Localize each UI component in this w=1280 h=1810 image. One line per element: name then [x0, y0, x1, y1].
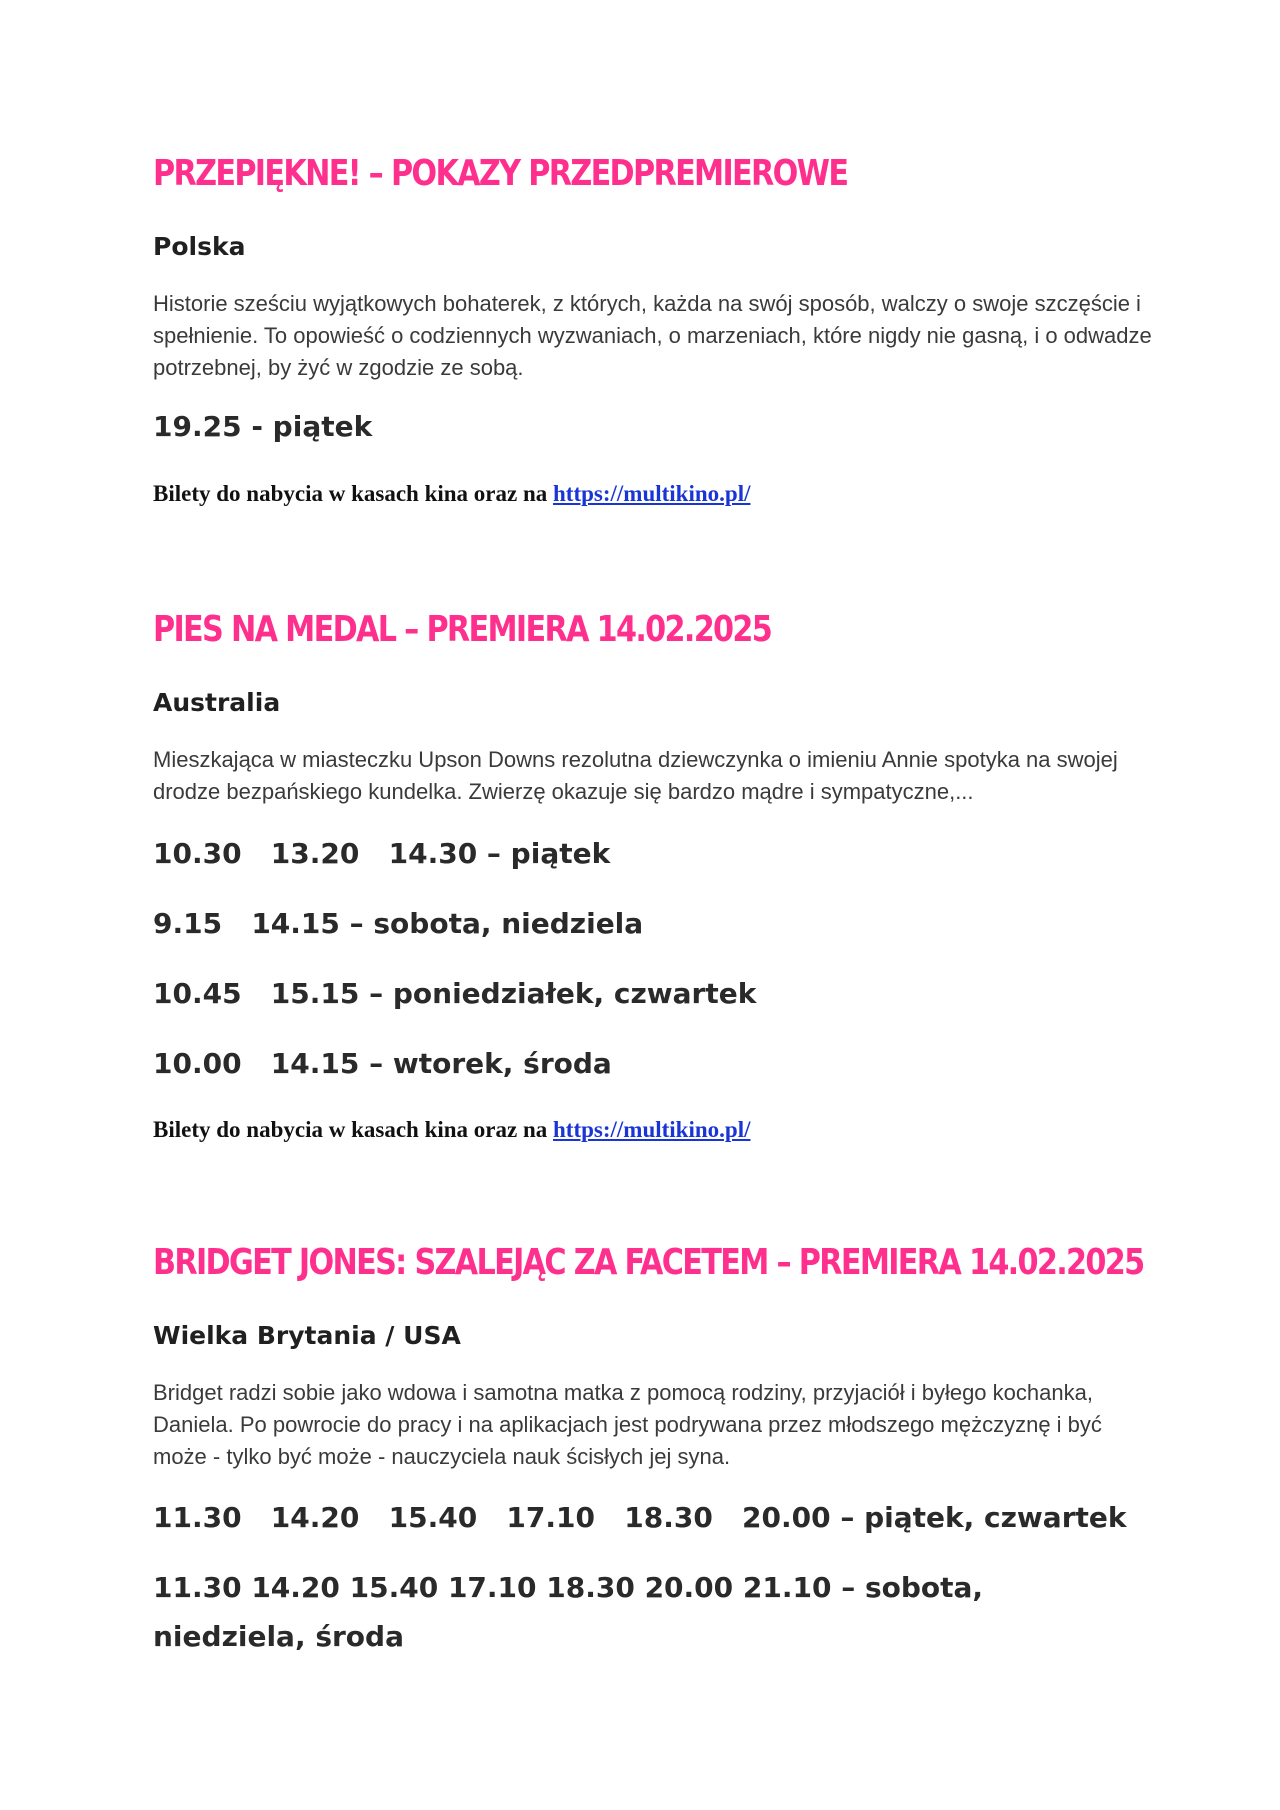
tickets-text: Bilety do nabycia w kasach kina oraz na: [153, 481, 548, 506]
tickets-info: [153, 478, 750, 510]
tickets-info: [153, 1114, 750, 1146]
showtime-row: 9.15 14.15 – sobota, niedziela: [153, 907, 644, 940]
showtimes-list: [153, 829, 1153, 1109]
showtime-row: 10.30 13.20 14.30 – piątek: [153, 837, 611, 870]
showtimes-list: [153, 1493, 1153, 1661]
movie-description: Mieszkająca w miasteczku Upson Downs rezolutna dziewczynka o imieniu Annie spotyka na swojej drodze bezpańskiego kundelka. Zwierzę okazuje się bardzo mądre i sympatyczne,...: [153, 747, 1118, 804]
movie-country: Wielka Brytania / USA: [153, 1321, 461, 1350]
multikino-link[interactable]: https://multikino.pl/: [553, 481, 751, 506]
movie-description: Bridget radzi sobie jako wdowa i samotna matka z pomocą rodziny, przyjaciół i byłego kochanka, Daniela. Po powrocie do pracy i na aplikacjach jest podrywana przez młodszego mężczyznę i być może - tylko być może - nauczyciela nauk ścisłych jej syna.: [153, 1380, 1102, 1469]
movie-title: BRIDGET JONES: SZALEJĄC ZA FACETEM – PREMIERA 14.02.2025: [153, 1242, 1144, 1283]
showtime-row: 19.25 - piątek: [153, 410, 373, 443]
tickets-text: Bilety do nabycia w kasach kina oraz na: [153, 1117, 548, 1142]
multikino-link[interactable]: https://multikino.pl/: [553, 1117, 751, 1142]
movie-title: PIES NA MEDAL – PREMIERA 14.02.2025: [153, 609, 772, 650]
showtime-row: 10.45 15.15 – poniedziałek, czwartek: [153, 977, 757, 1010]
movie-country: Polska: [153, 232, 246, 261]
showtimes-list: [153, 402, 1153, 472]
movie-title: PRZEPIĘKNE! – POKAZY PRZEDPREMIEROWE: [153, 153, 848, 194]
movie-description: Historie sześciu wyjątkowych bohaterek, z których, każda na swój sposób, walczy o swoje szczęście i spełnienie. To opowieść o codziennych wyzwaniach, o marzeniach, które nigdy nie gasną, i o odwadze potrzebnej, by żyć w zgodzie ze sobą.: [153, 291, 1152, 380]
showtime-row: 10.00 14.15 – wtorek, środa: [153, 1047, 612, 1080]
movie-country: Australia: [153, 688, 281, 717]
showtime-row: 11.30 14.20 15.40 17.10 18.30 20.00 21.10 – sobota, niedziela, środa: [153, 1571, 984, 1653]
showtime-row: 11.30 14.20 15.40 17.10 18.30 20.00 – piątek, czwartek: [153, 1501, 1127, 1534]
